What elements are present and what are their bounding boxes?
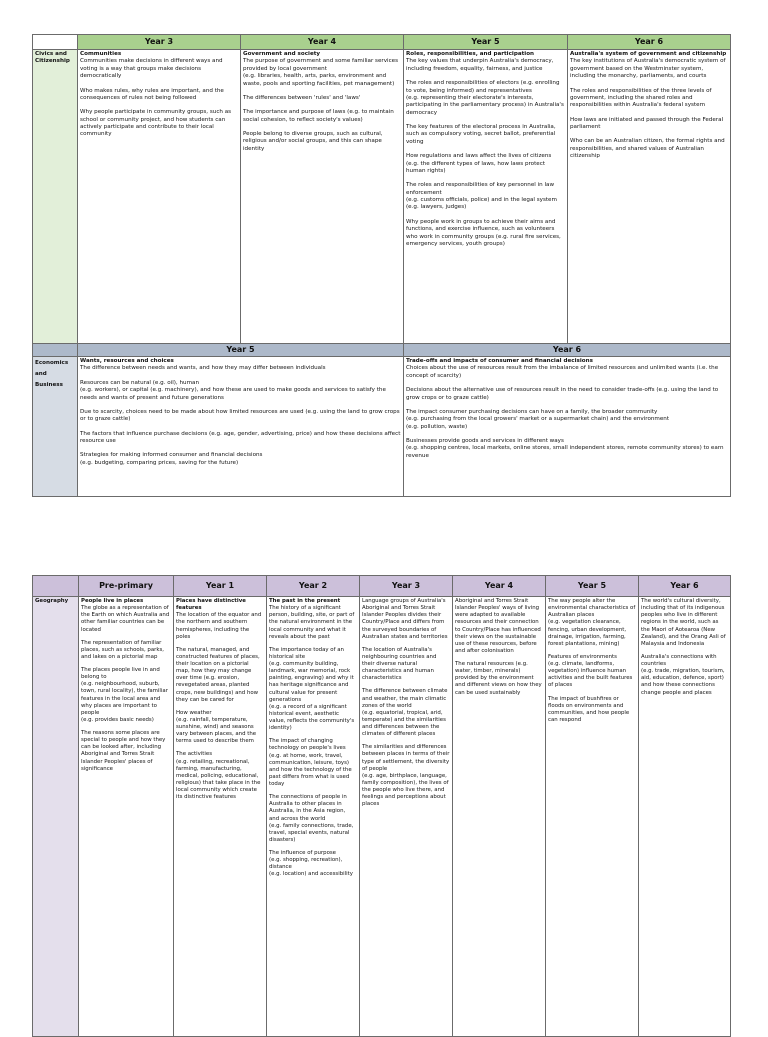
year-header: Pre-primary <box>79 576 174 597</box>
year-header: Year 5 <box>546 576 639 597</box>
content-paragraph: The roles and responsibilities of the three levels of government, including the shared roles and responsibilities within Australia's federal system <box>570 87 712 109</box>
geography-content-row <box>33 597 731 1037</box>
content-cell <box>79 597 174 1037</box>
content-paragraph: Resources can be natural (e.g. oil), human (e.g. workers), or capital (e.g. machinery), and how these are used to make goods and services to satisfy the needs and wants of present and future generations <box>80 379 386 401</box>
content-paragraph: The roles and responsibilities of key personnel in law enforcement (e.g. customs officials, police) and in the legal system (e.g. lawyers, judges) <box>406 182 557 211</box>
subject-label: Geography <box>33 597 79 1037</box>
year-header: Year 3 <box>78 35 241 50</box>
geography-table <box>32 575 731 1037</box>
content-paragraph: The history of a significant person, building, site, or part of the natural environment in the local community and what it reveals about the past <box>269 605 355 640</box>
content-cell <box>404 357 731 497</box>
content-paragraph: The key values that underpin Australia's democracy, including freedom, equality, fairness, and justice <box>406 58 554 72</box>
content-cell <box>546 597 639 1037</box>
content-cell <box>241 50 404 344</box>
content-cell <box>78 357 404 497</box>
content-paragraph: Who makes rules, why rules are important, and the consequences of rules not being followed <box>80 87 224 101</box>
content-paragraph: Australia's connections with countries (e.g. trade, migration, tourism, aid, education, defence, sport) and how these connections change people and places <box>641 653 725 696</box>
content-paragraph: The globe as a representation of the Earth on which Australia and other familiar countries can be located <box>81 605 170 633</box>
content-paragraph: Features of environments (e.g. climate, landforms, vegetation) influence human activities and the built features of places <box>548 653 633 689</box>
civics-economics-table <box>32 34 731 497</box>
content-paragraph: The location of the equator and the northern and southern hemispheres, including the poles <box>176 612 262 640</box>
content-paragraph: The places people live in and belong to (e.g. neighbourhood, suburb, town, rural locality), the familiar features in the local area and why places are important to people (e.g. provides basic needs) <box>81 667 168 723</box>
content-paragraph: The key features of the electoral process in Australia, such as compulsory voting, secret ballot, preferential voting <box>406 124 556 145</box>
content-paragraph: The importance today of an historical site (e.g. community building, landmark, war memorial, rock painting, engraving) and why it has heritage significance and cultural value for present generations (e.g. a record of a significant historical event, aesthetic value, reflects the community's identity) <box>269 646 355 732</box>
content-paragraph: The impact consumer purchasing decisions can have on a family, the broader community (e.g. purchasing from the local growers' market or a supermarket chain) and the environment (e.g. pollution, waste) <box>406 408 670 430</box>
content-cell <box>78 50 241 344</box>
content-paragraph: The impact of changing technology on people's lives (e.g. at home, work, travel, communication, leisure, toys) and how the technology of the past differs from what is used today <box>269 738 352 787</box>
year-header: Year 5 <box>78 344 404 357</box>
year-header: Year 6 <box>639 576 731 597</box>
year-header: Year 6 <box>404 344 731 357</box>
content-paragraph: People belong to diverse groups, such as cultural, religious and/or social groups, and this can shape identity <box>243 131 383 152</box>
year-header: Year 6 <box>568 35 731 50</box>
content-paragraph: The similarities and differences between places in terms of their type of settlement, the diversity of people (e.g. age, birthplace, language, family composition), the lives of the people who live there, and feelings and perceptions about places <box>362 744 450 808</box>
content-paragraph: The natural resources (e.g. water, timber, minerals) provided by the environment and different views on how they can be used sustainably <box>455 661 542 696</box>
content-paragraph: Language groups of Australia's Aboriginal and Torres Strait Islander Peoples divides their Country/Place and differs from the surveyed boundaries of Australian states and territories <box>362 598 448 640</box>
year-header: Year 3 <box>360 576 453 597</box>
content-paragraph: The reasons some places are special to people and how they can be looked after, including Aboriginal and Torres Strait Islander Peoples' places of significance <box>81 730 166 772</box>
content-cell <box>174 597 267 1037</box>
content-cell <box>267 597 360 1037</box>
content-paragraph: Aboriginal and Torres Strait Islander Peoples' ways of living were adapted to available resources and their connection to Country/Place has influenced their views on the sustainable use of these resources, before and after colonisation <box>455 598 541 654</box>
strand-title: Trade-offs and impacts of consumer and financial decisions <box>406 358 593 364</box>
strand-title: Communities <box>80 51 122 57</box>
year-header: Year 4 <box>241 35 404 50</box>
strand-title: People live in places <box>81 598 144 604</box>
content-paragraph: Strategies for making informed consumer and financial decisions (e.g. budgeting, comparing prices, saving for the future) <box>80 452 263 466</box>
content-paragraph: The difference between needs and wants, and how they may differ between individuals <box>80 365 326 372</box>
corner-cell <box>33 35 78 50</box>
content-paragraph: The key institutions of Australia's democratic system of government based on the Westminster system, including the monarchy, parliaments, and courts <box>570 58 726 80</box>
content-cell <box>639 597 731 1037</box>
content-paragraph: Decisions about the alternative use of resources result in the need to consider trade-offs (e.g. using the land to grow crops or to graze cattle) <box>406 387 719 401</box>
content-paragraph: The way people alter the environmental characteristics of Australian places (e.g. vegetation clearance, fencing, urban development, drainage, irrigation, farming, forest plantations, mining) <box>548 598 636 647</box>
strand-title: Government and society <box>243 51 321 57</box>
corner-cell <box>33 576 79 597</box>
content-paragraph: Due to scarcity, choices need to be made about how limited resources are used (e.g. using the land to grow crops or to graze cattle) <box>80 408 400 423</box>
civics-header-row <box>33 35 731 50</box>
content-paragraph: The activities (e.g. retailing, recreational, farming, manufacturing, medical, policing, educational, religious) that take place in the local community which create its distinctive features <box>176 751 261 801</box>
content-paragraph: The world's cultural diversity, including that of its indigenous peoples who live in different regions in the world, such as the Maori of Aotearoa (New Zealand), and the Orang Asli of Malaysia and Indonesia <box>641 598 726 647</box>
year-header: Year 2 <box>267 576 360 597</box>
content-paragraph: The difference between climate and weather, the main climatic zones of the world (e.g. equatorial, tropical, arid, temperate) and the similarities and differences between the climates of different places <box>362 688 448 738</box>
content-paragraph: The natural, managed, and constructed features of places, their location on a pictorial map, how they may change over time (e.g. erosion, revegetated areas, planted crops, new buildings) and how they can be cared for <box>176 646 260 703</box>
content-paragraph: The impact of bushfires or floods on environments and communities, and how people can respond <box>548 695 630 723</box>
content-paragraph: Choices about the use of resources result from the imbalance of limited resources and unlimited wants (i.e. the concept of scarcity) <box>406 365 719 379</box>
year-header: Year 4 <box>453 576 546 597</box>
content-cell <box>453 597 546 1037</box>
content-paragraph: The factors that influence purchase decisions (e.g. age, gender, advertising, price) and how these decisions affect resource use <box>80 430 401 444</box>
strand-title: Wants, resources and choices <box>80 358 174 364</box>
content-paragraph: How regulations and laws affect the lives of citizens (e.g. the different types of laws, how laws protect human rights) <box>406 153 552 174</box>
content-paragraph: The representation of familiar places, such as schools, parks, and lakes on a pictorial map <box>81 639 164 660</box>
content-paragraph: The importance and purpose of laws (e.g. to maintain social cohesion, to reflect society's values) <box>243 109 394 123</box>
content-paragraph: The influence of purpose (e.g. shopping, recreation), distance (e.g. location) and accessibility <box>269 850 353 878</box>
content-paragraph: Communities make decisions in different ways and voting is a way that groups make decisions democratically <box>80 58 223 80</box>
content-paragraph: The purpose of government and some familiar services provided by local government (e.g. libraries, health, arts, parks, environment and waste, pools and sporting facilities, pet management) <box>243 58 399 87</box>
year-header: Year 5 <box>404 35 568 50</box>
content-paragraph: The differences between 'rules' and 'laws' <box>243 94 361 101</box>
strand-title: Roles, responsibilities, and participation <box>406 51 535 57</box>
content-paragraph: Businesses provide goods and services in different ways (e.g. shopping centres, local markets, online stores, small independent stores, remote community stores) to earn revenue <box>406 438 724 459</box>
content-paragraph: The roles and responsibilities of electors (e.g. enrolling to vote, being informed) and representatives (e.g. representing their electorate's interests, participating in the parliamentary process) in Australia's democracy <box>406 80 564 116</box>
subject-label: Civics and Citizenship <box>33 50 78 344</box>
strand-title: Places have distinctive features <box>176 598 246 612</box>
economics-content-row <box>33 357 731 497</box>
strand-title: The past in the present <box>269 598 341 604</box>
corner-cell <box>33 344 78 357</box>
content-cell <box>568 50 731 344</box>
strand-title: Australia's system of government and citizenship <box>570 51 727 57</box>
year-header: Year 1 <box>174 576 267 597</box>
content-paragraph: The location of Australia's neighbouring countries and their diverse natural characteristics and human characteristics <box>362 646 437 682</box>
content-paragraph: Why people work in groups to achieve their aims and functions, and exercise influence, such as volunteers who work in community groups (e.g. rural fire services, emergency services, youth groups) <box>406 218 561 247</box>
content-paragraph: Who can be an Australian citizen, the formal rights and responsibilities, and shared values of Australian citizenship <box>570 138 725 160</box>
content-cell <box>404 50 568 344</box>
content-paragraph: How weather (e.g. rainfall, temperature, sunshine, wind) and seasons vary between places, and the terms used to describe them <box>176 709 257 745</box>
content-cell <box>360 597 453 1037</box>
geography-header-row <box>33 576 731 597</box>
content-paragraph: How laws are initiated and passed through the Federal parliament <box>570 116 724 130</box>
content-paragraph: Why people participate in community groups, such as school or community project, and how students can actively participate and contribute to their local community <box>80 109 232 138</box>
content-paragraph: The connections of people in Australia to other places in Australia, in the Asia region, and across the world (e.g. family connections, trade, travel, special events, natural disasters) <box>269 794 354 843</box>
civics-content-row <box>33 50 731 344</box>
economics-header-row <box>33 344 731 357</box>
subject-label: Economics and Business <box>33 357 78 497</box>
